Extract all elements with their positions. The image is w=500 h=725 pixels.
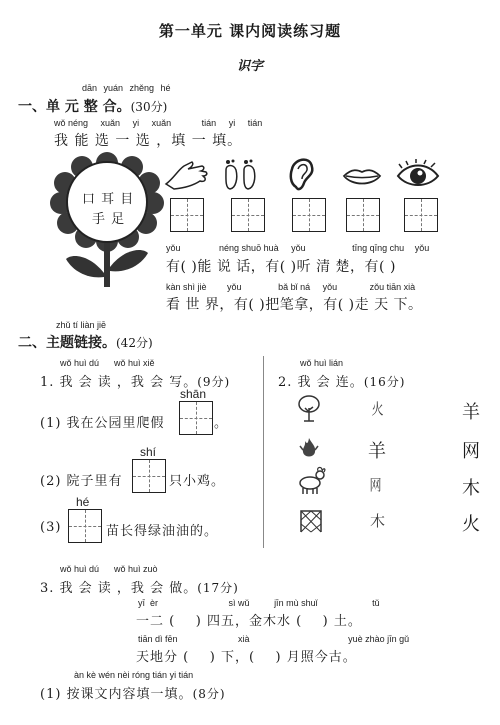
q1-score: (9分) [197,375,231,389]
q1-item3-pinyin: hé [76,495,90,509]
flower-leaf-right [110,250,148,271]
fire-pictograph-icon[interactable] [298,436,320,460]
py-ting-qing-chu: tīng qīng chu [352,243,405,253]
q3-label [40,577,239,596]
q1-item1: (1) 我在公园里爬假 [40,416,165,431]
py-yi2: yi [228,118,236,128]
modern-char-4[interactable]: 火 [462,514,480,535]
flower-stem [104,243,110,287]
q1-label-text: 1. 我 会 读 ，我 会 写。 [40,375,198,390]
py-tian1: tián [201,118,217,128]
q3-sub-pinyin: àn kè wén nèi róng tián yi tián [74,670,194,680]
grid-box-mouth[interactable] [346,198,380,232]
foot-icon [222,158,266,192]
ancient-char-2[interactable]: 羊 [368,441,386,462]
q3-pinyin: wǒ huì dú wǒ huì zuò [60,564,158,574]
q1-item1-grid-box[interactable] [179,401,213,435]
modern-char-2[interactable]: 网 [462,441,480,462]
q3-sub-label [40,683,226,702]
flower-leaf-left [66,256,104,277]
q3-line2: 天地分 ( ) 下，( ) 月照今古。 [136,650,357,665]
q3-l2-pinyin [138,634,409,644]
py-yue-zhao-jin-gu: yuè zhào jīn gǔ [348,634,410,644]
grid-box-ear[interactable] [292,198,326,232]
modern-char-3[interactable]: 木 [462,478,480,499]
mouth-icon [342,166,382,188]
sec1-pinyin: dān yuán zhěng hé [82,83,171,93]
py-xuan2: xuǎn [151,118,172,128]
sec2-heading [18,332,153,352]
py-neng-shuo-hua: néng shuō huà [219,243,279,253]
grid-box-foot[interactable] [231,198,265,232]
q1-item2-end: 只小鸡。 [169,474,226,489]
q1-item2-pinyin: shí [140,445,157,459]
q1-item1-pinyin: shān [180,387,207,401]
q2-score: (16分) [363,375,406,389]
py-yi1: yi [132,118,140,128]
py-you4: yǒu [227,282,242,292]
py-tu: tǔ [372,598,380,608]
py-kan-shi-jie: kàn shì jiè [166,282,207,292]
flower-chars-row2: 手 足 [92,212,126,227]
py-you3: yǒu [414,243,430,253]
q1-item1-end: 。 [214,416,229,431]
py-ba-bi-na: bǎ bǐ ná [278,282,311,292]
q1-item3-grid-box[interactable] [68,509,102,543]
sec1-line1-pinyin [166,243,429,253]
q1-item3: (3) [40,520,62,535]
q1-item3-end: 苗长得绿油油的。 [106,524,219,539]
net-pictograph-icon[interactable] [298,508,324,534]
sec2-heading-text: 二、主题链接。 [18,335,116,351]
py-tian2: tián [247,118,263,128]
sec1-score: (30分) [130,100,168,114]
sec1-heading-text: 一、单 元 整 合。 [18,99,131,115]
ancient-char-3[interactable]: 网 [369,476,382,494]
eye-icon [396,162,440,190]
py-you2: yǒu [291,243,306,253]
py-xuan1: xuǎn [100,118,121,128]
q3-l1-pinyin [138,598,380,608]
py-wo-neng: wǒ néng [54,118,89,128]
ear-icon [288,155,316,193]
py-si-wu: sì wǔ [228,598,250,608]
q1-item2: (2) 院子里有 [40,474,123,489]
sec1-line2-pinyin [166,282,415,292]
ancient-char-4[interactable]: 木 [370,512,386,530]
flower-chars-row1: 口 耳 目 [82,192,135,207]
q3-label-text: 3. 我 会 读 ，我 会 做。 [40,581,198,596]
sec1-task-pinyin [54,118,262,128]
sec1-line2: 看 世 界，有( )把笔拿，有( )走 天 下。 [166,297,423,313]
ancient-char-1[interactable]: 火 [371,400,384,418]
q2-pinyin: wǒ huì lián [300,358,344,368]
py-tian-di-fen: tiān dì fēn [138,634,178,644]
sec1-heading [18,96,167,116]
sec2-score: (42分) [116,336,153,350]
sec1-line1: 有( )能 说 话，有( )听 清 楚，有( ) [166,259,396,275]
py-xia: xià [238,634,250,644]
py-you1: yǒu [166,243,181,253]
q1-item2-grid-box[interactable] [132,459,166,493]
py-you5: yǒu [322,282,338,292]
q3-sub-score: (8分) [192,687,226,701]
sec1-task: 我 能 选 一 选 ，填 一 填。 [54,133,243,149]
grid-box-hand[interactable] [170,198,204,232]
tree-pictograph-icon[interactable] [296,394,322,422]
q3-score: (17分) [197,581,239,595]
page-subtitle: 识字 [236,59,263,74]
hand-icon [164,160,208,192]
q3-sub-label-text: (1) 按课文内容填一填。 [40,687,193,702]
column-divider [263,356,264,548]
sec2-pinyin: zhǔ tí liàn jiē [56,320,107,330]
q2-label-text: 2. 我 会 连。 [278,375,364,390]
py-jin-mu-shui: jīn mù shuǐ [274,598,318,608]
q3-line1: 一二 ( ) 四五，金木水 ( ) 土。 [136,614,362,629]
page-title: 第一单元 课内阅读练习题 [158,22,342,40]
q1-pinyin: wǒ huì dú wǒ huì xiě [60,358,155,368]
sheep-pictograph-icon[interactable] [296,465,326,495]
modern-char-1[interactable]: 羊 [462,402,480,423]
q2-label [278,371,405,390]
py-yi-er: yī èr [138,598,159,608]
grid-box-eye[interactable] [404,198,438,232]
py-zou-tian-xia: zǒu tiān xià [369,282,416,292]
